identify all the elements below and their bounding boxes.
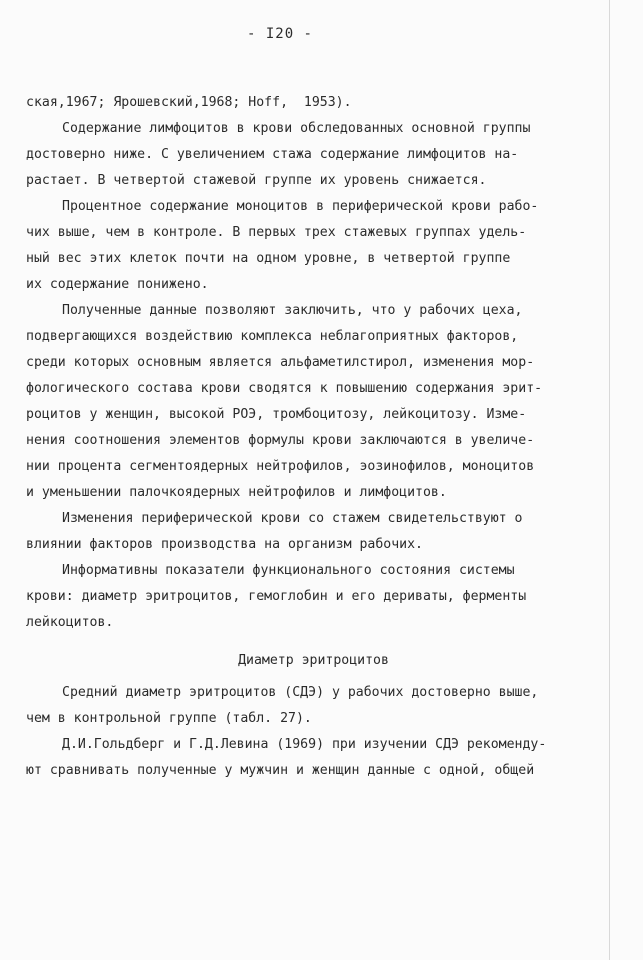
text-line: Полученные данные позволяют заключить, что у рабочих цеха, xyxy=(62,303,523,318)
text-line: роцитов у женщин, высокой РОЭ, тромбоцитозу, лейкоцитозу. Изме- xyxy=(26,407,527,422)
body-text xyxy=(26,90,601,784)
text-line: ская,1967; Ярошевский,1968; Hoff, 1953). xyxy=(26,95,352,110)
text-line: Информативны показатели функционального состояния системы xyxy=(62,563,515,578)
text-line: ют сравнивать полученные у мужчин и женщин данные с одной, общей xyxy=(26,763,535,778)
text-line: нения соотношения элементов формулы крови заключаются в увеличе- xyxy=(26,433,535,448)
text-line: лейкоцитов. xyxy=(26,615,114,630)
text-line: чих выше, чем в контроле. В первых трех стажевых группах удель- xyxy=(26,225,527,240)
text-line: растает. В четвертой стажевой группе их уровень снижается. xyxy=(26,173,487,188)
text-line: подвергающихся воздействию комплекса неблагоприятных факторов, xyxy=(26,329,519,344)
text-line: крови: диаметр эритроцитов, гемоглобин и его дериваты, ферменты xyxy=(26,589,527,604)
text-line: Изменения периферической крови со стажем свидетельствуют о xyxy=(62,511,523,526)
text-line: фологического состава крови сводятся к повышению содержания эрит- xyxy=(26,381,543,396)
text-line: нии процента сегментоядерных нейтрофилов, эозинофилов, моноцитов xyxy=(26,459,535,474)
text-line: и уменьшении палочкоядерных нейтрофилов и лимфоцитов. xyxy=(26,485,447,500)
text-line: ный вес этих клеток почти на одном уровне, в четвертой группе xyxy=(26,251,511,266)
text-line: Средний диаметр эритроцитов (СДЭ) у рабочих достоверно выше, xyxy=(62,685,539,700)
text-line: достоверно ниже. С увеличением стажа содержание лимфоцитов на- xyxy=(26,147,519,162)
text-line: влиянии факторов производства на организм рабочих. xyxy=(26,537,423,552)
section-heading: Диаметр эритроцитов xyxy=(238,653,389,668)
page-edge-line xyxy=(609,0,610,960)
text-line: чем в контрольной группе (табл. 27). xyxy=(26,711,312,726)
text-line: Содержание лимфоцитов в крови обследованных основной группы xyxy=(62,121,531,136)
page-number: - I20 - xyxy=(246,26,313,42)
text-line: среди которых основным является альфаметилстирол, изменения мор- xyxy=(26,355,535,370)
text-line: их содержание понижено. xyxy=(26,277,209,292)
text-line: Д.И.Гольдберг и Г.Д.Левина (1969) при изучении СДЭ рекоменду- xyxy=(62,737,547,752)
text-line: Процентное содержание моноцитов в периферической крови рабо- xyxy=(62,199,539,214)
